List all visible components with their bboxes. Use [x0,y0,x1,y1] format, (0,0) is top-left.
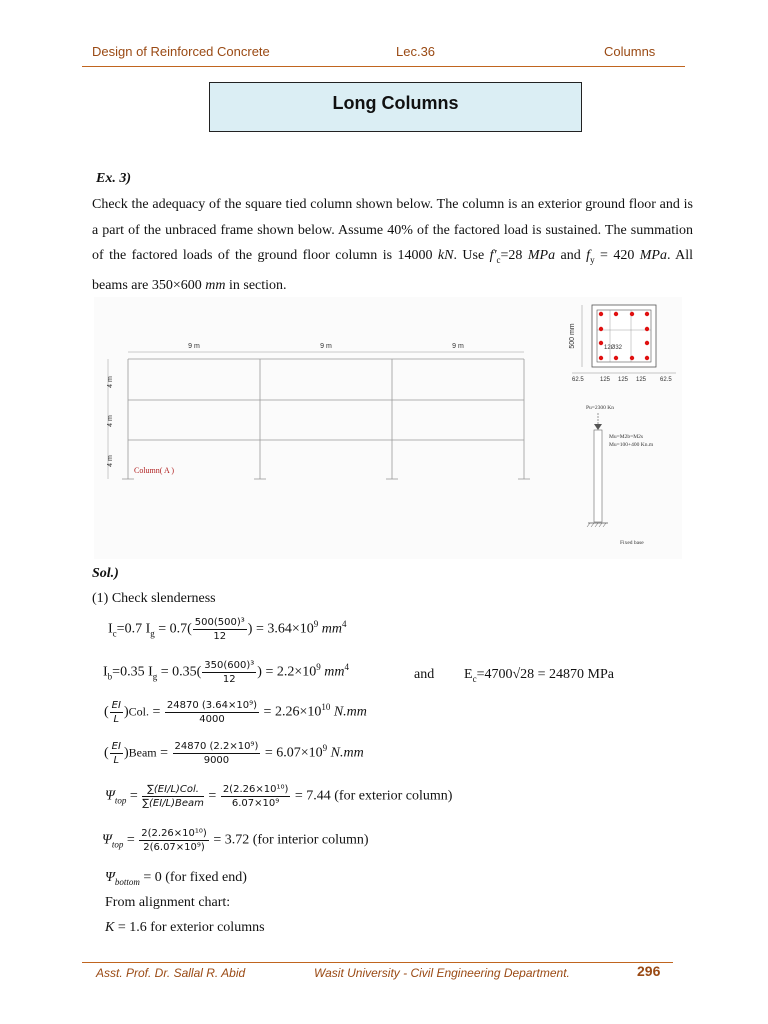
ei-col-sub: Col. [128,704,149,719]
beams-end: in section. [229,278,287,294]
fc-unit: MPa [527,248,556,263]
fy-value: = 420 [600,248,635,263]
psi-top-sub-2: top [111,839,124,850]
ic-numerator: 500(500)³ [194,617,245,628]
ib-result: ) = 2.2×10 [257,664,317,680]
ib-unit: mm [324,664,345,680]
ei-col-unit: N.mm [333,704,367,720]
ei-beam-value-den: 9000 [203,755,230,766]
example-text-end: . Use [453,248,485,263]
fy-unit: MPa [639,248,667,263]
example-paragraph [92,192,693,299]
load-label: Pu=2300 Kn [586,405,615,411]
header-rule [82,66,685,67]
footer-department: Wasit University - Civil Engineering Department. [314,966,570,980]
k-symbol: K [105,920,115,935]
psi-int-result: = 3.72 (for interior column) [213,832,369,848]
ei-beam-sub: Beam [128,745,157,760]
spacing-5: 62.5 [660,377,672,383]
psi-bottom-sub: bottom [114,876,140,887]
section-bars-label: 12Ø32 [604,345,623,351]
fy-symbol: f [586,248,591,263]
fc-symbol: f' [489,248,497,263]
frame-figure [94,297,682,559]
psi-symbol-1: Ψ [105,788,115,804]
ei-col-value-den: 4000 [199,714,225,725]
ic-unit-exp: 4 [341,619,347,630]
ic-sub: c [112,628,117,639]
psi-symbol-2: Ψ [102,832,112,848]
beams-text: . All beams are 350×600 [92,248,694,294]
ei-col-result: = 2.26×10 [263,704,322,720]
ec-symbol: E [464,667,473,682]
ec-equation: =4700√28 = 24870 MPa [476,667,614,682]
ei-col-num: EI [111,700,121,711]
story-label-1: 4 m [107,376,114,388]
span-label-1: 9 m [188,343,200,350]
psi-ratio-fraction [142,784,204,809]
ei-beam-fraction [110,741,123,766]
story-label-3: 4 m [107,455,114,467]
title-box [209,82,582,132]
and-word-2: and [414,667,435,682]
ib-unit-exp: 4 [344,662,349,673]
ei-beam-exp: 9 [322,743,328,754]
ei-col-fraction [110,700,123,725]
eq-psi-bottom [105,870,247,887]
ib-mid2: = 0.35( [160,664,202,680]
ib-denominator: 12 [222,674,236,685]
k-result: = 1.6 for exterior columns [117,920,265,935]
psi-bottom-result: = 0 (for fixed end) [143,870,247,885]
ib-mid: =0.35 I [112,664,153,680]
header-left: Design of Reinforced Concrete [92,44,270,59]
ic-exp: 9 [313,619,319,630]
psi-ratio-den: ∑(EI/L)Beam [142,798,204,809]
span-label-2: 9 m [320,343,332,350]
story-label-2: 4 m [107,415,114,427]
section-dim-label: 500 mm [569,323,576,349]
ig-sub-2: g [152,671,158,682]
moment-label-1: Mu=M2b=M2s [609,434,644,440]
psi-ext-value-den: 6.07×10⁹ [231,798,280,809]
page-number: 296 [637,963,661,979]
ic-result: ) = 3.64×10 [247,621,314,637]
eq-k [105,920,265,936]
ic-mid2: = 0.7( [158,621,192,637]
base-label: Fixed base [620,540,644,546]
load-unit: kN [437,248,454,263]
header-center: Lec.36 [396,44,436,59]
ic-mid: =0.7 I [116,621,151,637]
span-label-3: 9 m [452,343,464,350]
ei-beam-value-fraction [173,741,261,766]
ib-symbol: I [103,664,108,680]
psi-ext-result: = 7.44 (for exterior column) [294,788,453,804]
eq-psi-top-exterior: $\Psi_{top}$ = $\frac{\text{∑(EI/L)Col.}}{\text{∑(EI/L)Beam}}$ = $\frac{\text{2(2.26×10¹⁰)}}{\text{6.07×10⁹}}$ = 7.44 (for exterior column) [105,784,453,809]
fy-subscript: y [590,254,595,265]
psi-int-value-num: 2(2.26×10¹⁰) [141,828,207,839]
example-label: Ex. 3) [96,171,131,186]
beams-unit: mm [205,278,226,294]
ei-col-value-fraction [165,700,259,725]
fc-value: =28 [500,248,523,263]
ib-sub: b [107,671,113,682]
spacing-1: 62.5 [572,377,584,383]
psi-symbol-3: Ψ [105,870,115,885]
footer-author: Asst. Prof. Dr. Sallal R. Abid [96,966,246,980]
eq-ei-col: ( $\frac{EI}{L}$ )Col. = $\frac{\text{24870 (3.64×10⁹)}}{4000}$ = $2.26\times 10^{10}$ N.mm [104,700,367,725]
ei-col-value-num: 24870 (3.64×10⁹) [166,700,258,711]
psi-ext-value-num: 2(2.26×10¹⁰) [222,784,289,795]
ec-sub: c [472,673,477,684]
footer-rule [82,962,673,963]
spacing-2: 125 [600,377,611,383]
eq-ec [464,667,614,684]
psi-int-value-fraction [139,828,209,853]
ei-col-exp: 10 [321,702,331,713]
spacing-3: 125 [618,377,629,383]
psi-ratio-num: ∑(EI/L)Col. [142,784,204,797]
eq-ic [108,617,346,642]
ei-beam-value-num: 24870 (2.2×10⁹) [174,741,259,752]
ei-beam-result: = 6.07×10 [264,745,323,761]
eq-ib [103,660,349,685]
ib-numerator: 350(600)³ [204,660,255,671]
ei-beam-num: EI [111,741,121,752]
example-text: Check the adequacy of the square tied column shown below. The column is an exterior ground floor and is a part of the unbraced frame shown below. Assume 40% of the factored load is sustained. The summation of the factored loads of the ground floor column is 14000 [92,197,693,263]
and-word: and [560,248,581,263]
fc-subscript: c [496,254,501,265]
ic-unit: mm [321,621,342,637]
ic-symbol: I [108,621,113,637]
moment-label-2: Mu=100+400 Kn.m [609,442,654,448]
column-a-label: Column( A ) [134,466,175,475]
spacing-4: 125 [636,377,647,383]
alignment-chart-text: From alignment chart: [105,895,231,910]
ei-col-den: L [113,714,120,725]
page-title: Long Columns [332,93,459,113]
ig-sub: g [150,628,155,639]
ib-fraction [202,660,256,685]
ic-fraction [193,617,247,642]
solution-label: Sol.) [92,566,119,581]
ic-denominator: 12 [213,631,227,642]
psi-ext-value-fraction [221,784,291,809]
step1-text: (1) Check slenderness [92,591,216,606]
ib-exp: 9 [316,662,321,673]
ei-beam-den: L [113,755,120,766]
header-right: Columns [604,44,656,59]
eq-ei-beam: ( $\frac{EI}{L}$ )Beam = $\frac{\text{24870 (2.2×10⁹)}}{9000}$ = $6.07\times 10^9$ N.mm [104,741,364,766]
psi-int-value-den: 2(6.07×10⁹) [143,842,205,853]
psi-top-sub-1: top [114,795,127,806]
eq-psi-top-interior: $\Psi_{top}$ = $\frac{\text{2(2.26×10¹⁰)}}{\text{2(6.07×10⁹)}}$ = 3.72 (for interior column) [102,828,369,853]
ei-beam-unit: N.mm [330,745,364,761]
